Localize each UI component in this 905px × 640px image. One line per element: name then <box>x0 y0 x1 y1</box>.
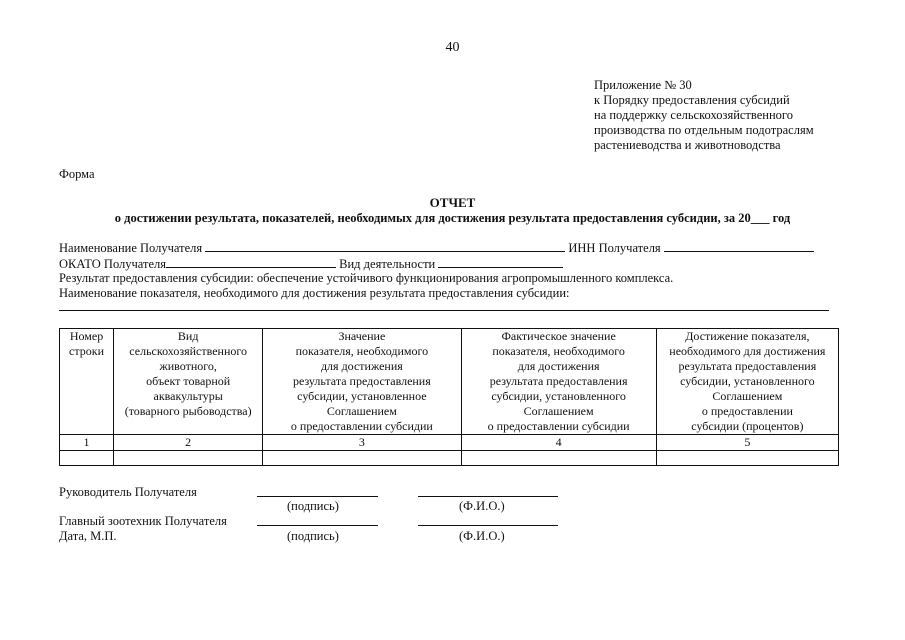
column-number-row <box>60 435 839 451</box>
appendix-line: на поддержку сельскохозяйственного <box>594 108 793 122</box>
form-label: Форма <box>59 167 95 181</box>
name-caption: (Ф.И.О.) <box>459 499 505 513</box>
recipient-row <box>59 240 814 256</box>
inn-field[interactable] <box>664 240 814 252</box>
okato-label: ОКАТО Получателя <box>59 257 167 271</box>
column-number: 5 <box>656 435 838 451</box>
column-number: 1 <box>60 435 114 451</box>
inn-label: ИНН Получателя <box>568 241 661 255</box>
appendix-line: к Порядку предоставления субсидий <box>594 93 790 107</box>
okato-field[interactable] <box>166 256 336 268</box>
report-table <box>59 328 839 466</box>
appendix-line: растениеводства и животноводства <box>594 138 781 152</box>
header-planned-value: Значение показателя, необходимого для достижения результата предоставления субсидии, установленное Соглашением о предоставлении субсидии <box>263 329 461 435</box>
header-animal-type: Вид сельскохозяйственного животного, объект товарной аквакультуры (товарного рыбоводства) <box>114 329 263 435</box>
table-header-row <box>60 329 839 435</box>
date-label: Дата, М.П. <box>59 529 117 543</box>
document-title: ОТЧЕТ <box>429 195 476 210</box>
head-name-field[interactable] <box>418 496 558 497</box>
header-row-number: Номер строки <box>60 329 114 435</box>
table-cell[interactable] <box>263 451 461 466</box>
zootechnician-label: Главный зоотехник Получателя <box>59 514 227 528</box>
appendix-line: Приложение № 30 <box>594 78 692 92</box>
zootechnician-name-field[interactable] <box>418 525 558 526</box>
head-label: Руководитель Получателя <box>59 485 197 499</box>
table-cell[interactable] <box>656 451 838 466</box>
header-achievement: Достижение показателя, необходимого для достижения результата предоставления субсидии, установленного Соглашением о предоставлении субсидии (процентов) <box>656 329 838 435</box>
column-number: 2 <box>114 435 263 451</box>
signature-caption: (подпись) <box>287 499 339 513</box>
activity-label: Вид деятельности <box>339 257 436 271</box>
table-cell[interactable] <box>461 451 656 466</box>
zootechnician-signature-field[interactable] <box>257 525 378 526</box>
recipient-name-label: Наименование Получателя <box>59 241 203 255</box>
okato-row <box>59 256 563 272</box>
indicator-name-label: Наименование показателя, необходимого для достижения результата предоставления субсидии: <box>59 286 570 300</box>
page-number: 40 <box>445 40 460 55</box>
head-signature-field[interactable] <box>257 496 378 497</box>
document-subtitle: о достижении результата, показателей, необходимых для достижения результата предоставления субсидии, за 20___ год <box>114 211 791 225</box>
signature-caption: (подпись) <box>287 529 339 543</box>
appendix-block <box>594 78 814 153</box>
table-cell[interactable] <box>114 451 263 466</box>
activity-field[interactable] <box>438 256 563 268</box>
table-cell[interactable] <box>60 451 114 466</box>
appendix-line: производства по отдельным подотраслям <box>594 123 814 137</box>
recipient-name-field[interactable] <box>205 240 565 252</box>
table-row <box>60 451 839 466</box>
name-caption: (Ф.И.О.) <box>459 529 505 543</box>
header-actual-value: Фактическое значение показателя, необходимого для достижения результата предоставления субсидии, установленного Соглашением о предоставлении субсидии <box>461 329 656 435</box>
result-text: Результат предоставления субсидии: обеспечение устойчивого функционирования агропромышленного комплекса. <box>59 271 674 285</box>
column-number: 4 <box>461 435 656 451</box>
column-number: 3 <box>263 435 461 451</box>
indicator-name-field[interactable] <box>59 310 829 311</box>
